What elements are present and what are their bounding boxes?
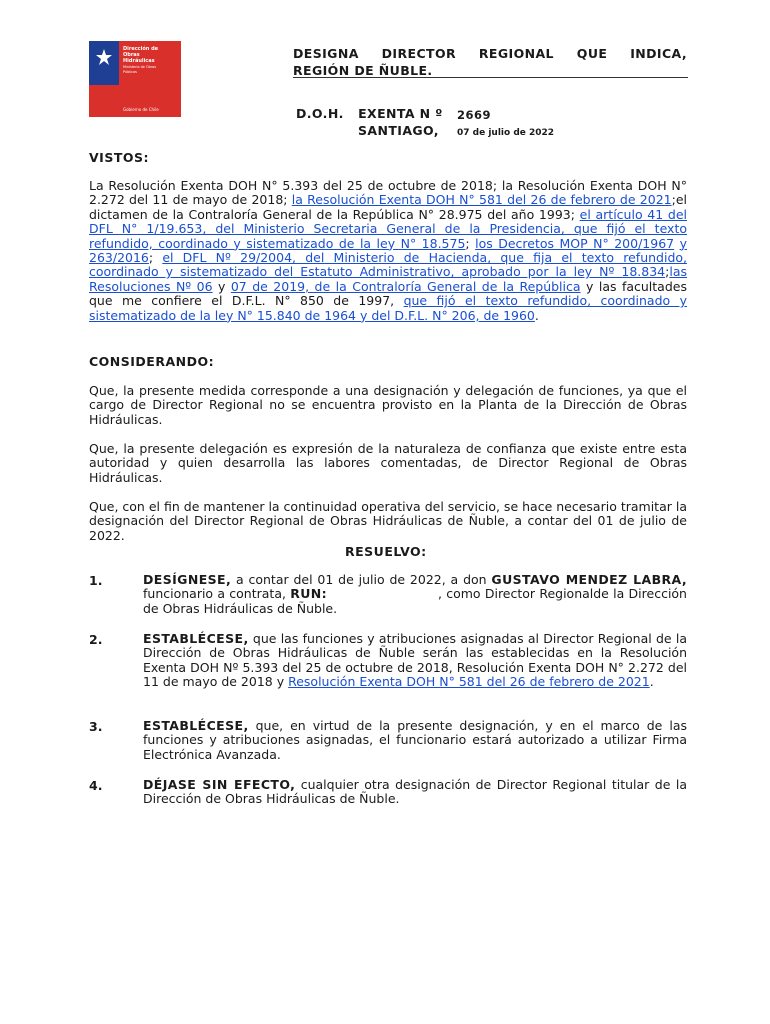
title-divider: [293, 77, 688, 78]
resolution-date: 07 de julio de 2022: [457, 128, 555, 138]
link-dfl-850-1997[interactable]: que fijó el texto refundido, coordinado y sistematizado de la ley N° 15.840 de 1964 y del D.F.L. N° 206, de 1960: [89, 293, 687, 323]
link-dfl-1-19653[interactable]: el artículo 41 del DFL N° 1/19.653, del Ministerio Secretaria General de la Presidencia, que fijó el texto refundido, coordinado y sistematizado de la ley N° 18.575: [89, 206, 687, 251]
link-res-581-item2[interactable]: Resolución Exenta DOH N° 581 del 26 de febrero de 2021: [288, 674, 650, 690]
coat-of-arms-icon: [92, 47, 116, 71]
link-resolucion-07-2019[interactable]: 07 de 2019, de la Contraloría General de la República: [230, 278, 581, 294]
institution-logo: [89, 41, 181, 117]
title-line-2: REGIÓN DE ÑUBLE.: [293, 63, 433, 78]
title-line-1: DESIGNA DIRECTOR REGIONAL QUE INDICA,: [293, 46, 687, 61]
vistos-paragraph: La Resolución Exenta DOH N° 5.393 del 25 de octubre de 2018; la Resolución Exenta DOH N° 2.272 del 11 de mayo de 2018; la Resolución Exenta DOH N° 581 del 26 de febrero de 2021;el dictamen de la Contraloría General de la República N° 28.975 del año 1993; el artículo 41 del DFL N° 1/19.653, del Ministerio Secretaria General de la Presidencia, que fijó el texto refundido, coordinado y sistematizado de la ley N° 18.575; los Decretos MOP N° 200/1967 y 263/2016; el DFL Nº 29/2004, del Ministerio de Hacienda, que fija el texto refundido, coordinado y sistematizado del Estatuto Administrativo, aprobado por la ley Nº 18.834;las Resoluciones Nº 06 y 07 de 2019, de la Contraloría General de la República y las facultades que me confiere el D.F.L. N° 850 de 1997, que fijó el texto refundido, coordinado y sistematizado de la ley N° 15.840 de 1964 y del D.F.L. N° 206, de 1960.: [89, 178, 688, 323]
item-number-4: 4.: [89, 778, 103, 793]
link-resolucion-06[interactable]: las Resoluciones Nº 06: [89, 264, 687, 294]
logo-wordmark: Dirección de Obras Hidráulicas: [123, 46, 159, 64]
logo-ministry: Ministerio de Obras Públicas: [123, 65, 157, 74]
considerando-paragraph-3: Que, con el fin de mantener la continuidad operativa del servicio, se hace necesario tramitar la designación del Director Regional de Obras Hidráulicas de Ñuble, a contar del 01 de julio de 2022.: [89, 499, 687, 543]
link-dfl-29-2004[interactable]: el DFL Nº 29/2004, del Ministerio de Hacienda, que fija el texto refundido, coordinado y sistematizado del Estatuto Administrativo, aprobado por la ley Nº 18.834: [89, 250, 688, 280]
logo-blue-block: [89, 41, 119, 85]
considerando-paragraph-2: Que, la presente delegación es expresión de la naturaleza de confianza que existe entre esta autoridad y quien desarrolla las labores comentadas, de Director Regional de Obras Hidráulicas.: [89, 441, 687, 485]
considerando-paragraph-1: Que, la presente medida corresponde a una designación y delegación de funciones, ya que el cargo de Director Regional no se encuentra provisto en la Planta de la Dirección de Obras Hidráulicas.: [89, 383, 687, 427]
resolution-label: D.O.H. EXENTA N º SANTIAGO,: [296, 106, 443, 138]
item-4-text: DÉJASE SIN EFECTO, cualquier otra designación de Director Regional titular de la Dirección de Obras Hidráulicas de Ñuble.: [143, 777, 688, 807]
item-number-1: 1.: [89, 573, 103, 588]
link-decreto-200-1967[interactable]: los Decretos MOP N° 200/1967: [475, 235, 675, 251]
logo-government: Gobierno de Chile: [123, 107, 159, 112]
item-2-text: ESTABLÉCESE, que las funciones y atribuciones asignadas al Director Regional de la Dirección de Obras Hidráulicas de Ñuble serán las establecidas en la Resolución Exenta DOH Nº 5.393 del 25 de octubre de 2018, Resolución Exenta DOH N° 2.272 del 11 de mayo de 2018 y Resolución Exenta DOH N° 581 del 26 de febrero de 2021.: [143, 631, 687, 690]
resuelvo-heading: RESUELVO:: [345, 544, 427, 559]
link-decreto-263-2016[interactable]: y 263/2016: [89, 235, 687, 266]
link-res-581[interactable]: la Resolución Exenta DOH N° 581 del 26 de febrero de 2021: [291, 192, 672, 208]
resolution-number: 2669: [457, 108, 492, 122]
item-number-2: 2.: [89, 632, 103, 647]
logo-red-block: [89, 85, 119, 117]
vistos-heading: VISTOS:: [89, 150, 149, 165]
item-number-3: 3.: [89, 719, 103, 734]
considerando-heading: CONSIDERANDO:: [89, 354, 215, 369]
document-title: [293, 45, 687, 79]
item-1-text: DESÍGNESE, a contar del 01 de julio de 2022, a don GUSTAVO MENDEZ LABRA, funcionario a contrata, RUN: , como Director Regionalde la Dirección de Obras Hidráulicas de Ñuble.: [143, 572, 691, 616]
item-3-text: ESTABLÉCESE, que, en virtud de la presente designación, y en el marco de las funciones y atribuciones asignadas, el funcionario estará autorizado a utilizar Firma Electrónica Avanzada.: [143, 718, 687, 762]
